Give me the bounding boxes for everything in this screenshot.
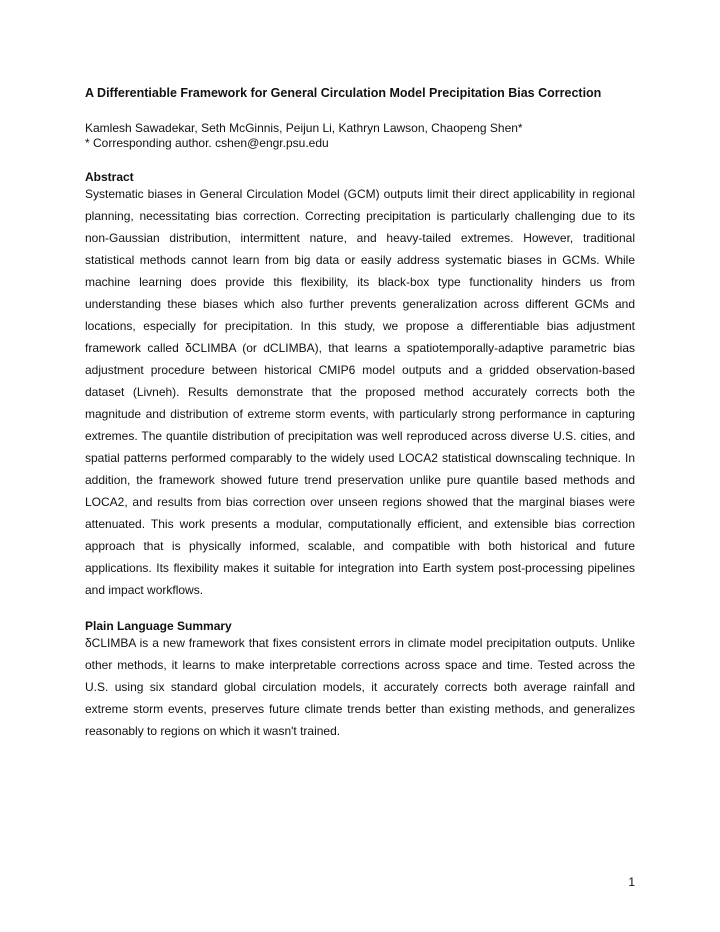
corresponding-author-note: * Corresponding author. cshen@engr.psu.edu <box>85 136 329 150</box>
plain-language-summary-text: δCLIMBA is a new framework that fixes consistent errors in climate model precipitation outputs. Unlike other methods, it learns to make interpretable corrections across space and time. Tested across the U.S. using six standard global circulation models, it accurately corrects both average rainfall and extreme storm events, preserves future climate trends better than existing methods, and generalizes reasonably to regions on which it wasn't trained. <box>85 636 635 738</box>
page-content <box>85 85 635 742</box>
abstract-text: Systematic biases in General Circulation Model (GCM) outputs limit their direct applicability in regional planning, necessitating bias correction. Correcting precipitation is particularly challenging due to its non-Gaussian distribution, intermittent nature, and heavy-tailed extremes. However, traditional statistical methods cannot learn from big data or easily address systematic biases in GCMs. While machine learning does provide this flexibility, its black-box type functionality hinders us from understanding these biases which also further prevents generalization across different GCMs and locations, especially for precipitation. In this study, we propose a differentiable bias adjustment framework called δCLIMBA (or dCLIMBA), that learns a spatiotemporally-adaptive parametric bias adjustment procedure between historical CMIP6 model outputs and a gridded observation-based dataset (Livneh). Results demonstrate that the proposed method accurately corrects both the magnitude and distribution of extreme storm events, with particularly strong performance in capturing extremes. The quantile distribution of precipitation was well reproduced across diverse U.S. cities, and spatial patterns performed comparably to the widely used LOCA2 statistical downscaling technique. In addition, the framework showed future trend preservation unlike pure quantile based methods and LOCA2, and results from bias correction over unseen regions showed that the marginal biases were attenuated. This work presents a modular, computationally efficient, and extensible bias correction approach that is physically informed, scalable, and compatible with both historical and future applications. Its flexibility makes it suitable for integration into Earth system post-processing pipelines and impact workflows. <box>85 187 635 597</box>
abstract-heading: Abstract <box>85 170 134 184</box>
paper-title: A Differentiable Framework for General Circulation Model Precipitation Bias Correction <box>85 86 602 100</box>
plain-language-summary-heading: Plain Language Summary <box>85 619 232 633</box>
author-list: Kamlesh Sawadekar, Seth McGinnis, Peijun Li, Kathryn Lawson, Chaopeng Shen* <box>85 121 523 135</box>
page-number: 1 <box>628 875 635 889</box>
